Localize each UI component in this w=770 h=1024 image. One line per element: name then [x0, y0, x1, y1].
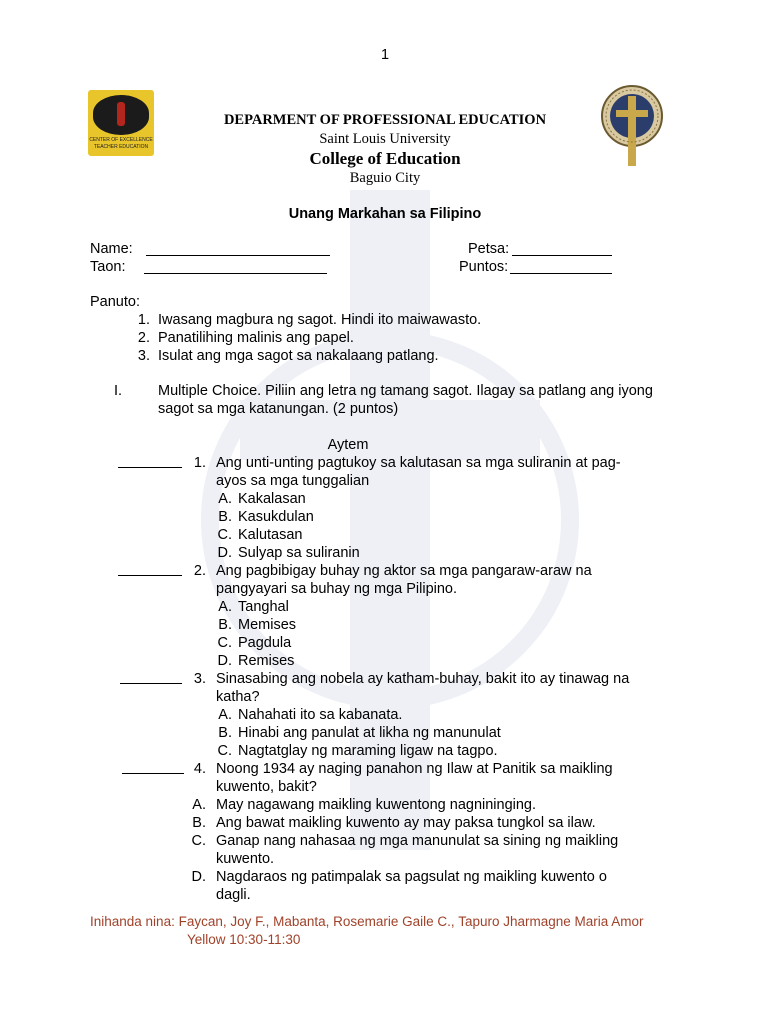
puntos-field[interactable]: [510, 259, 612, 274]
name-label: Name:: [90, 241, 133, 257]
university-name: Saint Louis University: [319, 131, 451, 147]
footer-prepared-by: Inihanda nina: Faycan, Joy F., Mabanta, Rosemarie Gaile C., Tapuro Jharmagne Maria Amor: [90, 914, 644, 929]
answer-blank-4[interactable]: [122, 759, 184, 774]
puntos-label: Puntos:: [459, 259, 509, 275]
answer-blank-3[interactable]: [120, 669, 182, 684]
answer-blank-1[interactable]: [118, 453, 182, 468]
petsa-label: Petsa:: [468, 241, 510, 257]
section-instruction-line2: sagot sa mga katanungan. (2 puntos): [158, 401, 399, 417]
answer-blank-2[interactable]: [118, 561, 182, 576]
petsa-field[interactable]: [512, 241, 612, 256]
footer-schedule: Yellow 10:30-11:30: [187, 932, 301, 947]
aytem-heading: Aytem: [327, 437, 369, 453]
logo-left-text: CENTER OF EXCELLENCE: [89, 137, 153, 143]
college-name: College of Education: [309, 149, 461, 168]
city-name: Baguio City: [349, 170, 421, 186]
taon-field[interactable]: [144, 259, 327, 274]
department-title: DEPARMENT OF PROFESSIONAL EDUCATION: [223, 112, 547, 128]
panuto-label: Panuto:: [90, 294, 140, 310]
section-numeral: I.: [114, 383, 123, 399]
taon-label: Taon:: [90, 259, 126, 275]
name-field[interactable]: [146, 241, 330, 256]
page-number: 1: [380, 47, 390, 63]
exam-title: Unang Markahan sa Filipino: [288, 206, 482, 222]
logo-left-subtext: TEACHER EDUCATION: [93, 144, 149, 150]
section-instruction-line1: Multiple Choice. Piliin ang letra ng tamang sagot. Ilagay sa patlang ang iyong: [158, 383, 653, 399]
